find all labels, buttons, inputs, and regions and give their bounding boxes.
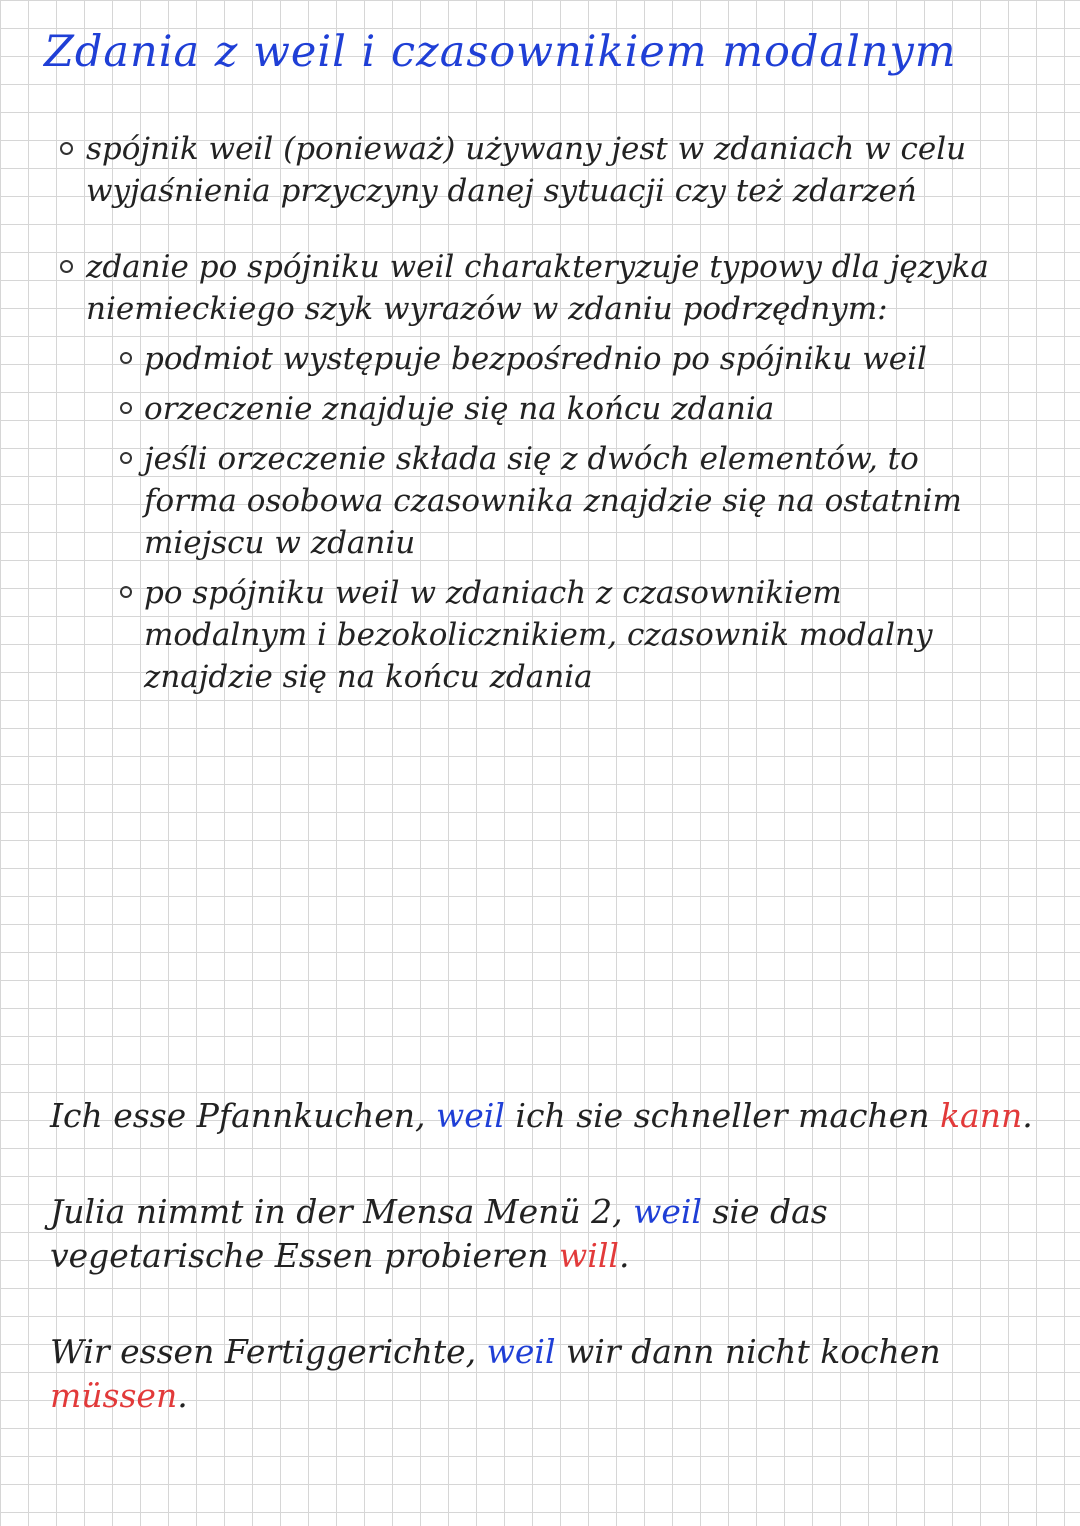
- example-text: Julia nimmt in der Mensa Menü 2,: [50, 1192, 634, 1231]
- example-punct: .: [618, 1236, 630, 1275]
- modal-verb: müssen: [50, 1376, 178, 1415]
- example-sentence: [50, 1094, 1040, 1138]
- rule-text: spójnik weil (ponieważ) używany jest w zdaniach w celu wyjaśnienia przyczyny danej sytuacji czy też zdarzeń: [86, 131, 967, 209]
- example-text: Wir essen Fertiggerichte,: [50, 1332, 487, 1371]
- rule-text: zdanie po spójniku weil charakteryzuje typowy dla języka niemieckiego szyk wyrazów w zdaniu podrzędnym:: [86, 249, 989, 327]
- conjunction-weil: weil: [486, 1332, 556, 1371]
- rules-list: [60, 128, 1040, 732]
- word-order-item: po spójniku weil w zdaniach z czasownikiem modalnym i bezokolicznikiem, czasownik modalny znajdzie się na końcu zdania: [120, 572, 1000, 698]
- word-order-item: orzeczenie znajduje się na końcu zdania: [120, 388, 1000, 430]
- example-text: sie das vegetarische Essen probieren: [50, 1192, 828, 1275]
- example-text: wir dann nicht kochen: [555, 1332, 941, 1371]
- example-sentence: [50, 1190, 1040, 1278]
- word-order-list: [120, 338, 1000, 698]
- modal-verb: kann: [940, 1096, 1023, 1135]
- example-sentences: [50, 1094, 1040, 1470]
- example-text: ich sie schneller machen: [504, 1096, 941, 1135]
- modal-verb: will: [559, 1236, 619, 1275]
- rule-item: [60, 128, 1040, 212]
- word-order-item: jeśli orzeczenie składa się z dwóch elementów, to forma osobowa czasownika znajdzie się na ostatnim miejscu w zdaniu: [120, 438, 1000, 564]
- word-order-item: podmiot występuje bezpośrednio po spójniku weil: [120, 338, 1000, 380]
- example-sentence: [50, 1330, 1040, 1418]
- conjunction-weil: weil: [436, 1096, 505, 1135]
- example-text: Ich esse Pfannkuchen,: [50, 1096, 437, 1135]
- example-punct: .: [1022, 1096, 1033, 1135]
- rule-item: [60, 246, 1040, 698]
- page-title: Zdania z weil i czasownikiem modalnym: [44, 27, 957, 77]
- example-punct: .: [177, 1376, 188, 1415]
- conjunction-weil: weil: [633, 1192, 702, 1231]
